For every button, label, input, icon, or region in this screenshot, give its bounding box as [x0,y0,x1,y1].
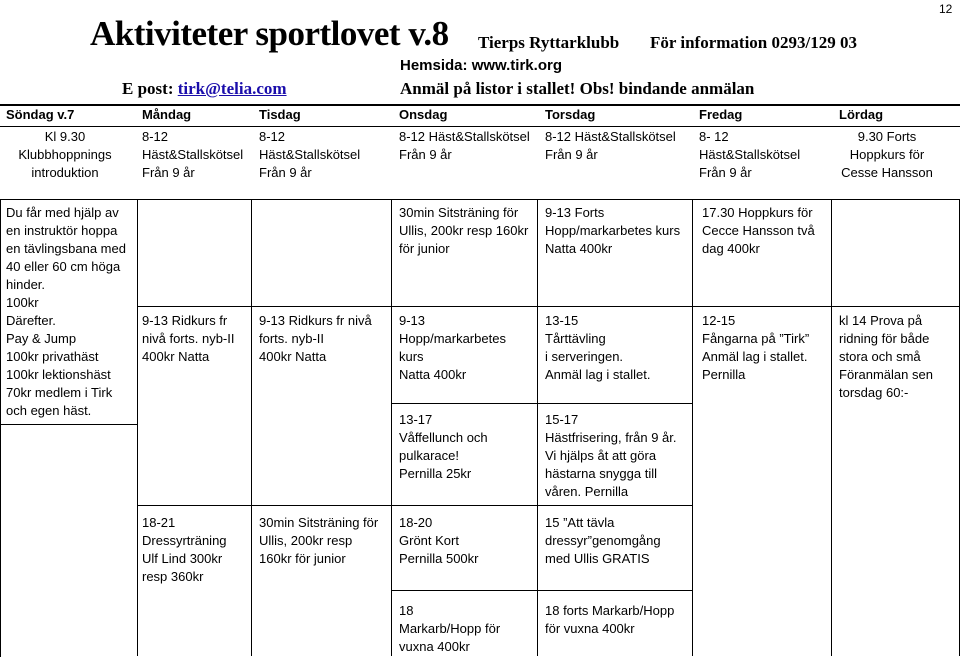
cell-tuesday-sitstraning: 30min Sitsträning för Ullis, 200kr resp 160kr för junior [259,515,379,566]
grid-line [0,424,137,425]
email-prefix: E post: [122,79,178,98]
cell-monday-ridkurs: 9-13 Ridkurs fr nivå forts. nyb-II 400kr Natta [142,313,235,364]
cell-wednesday-markarb: 18 Markarb/Hopp för vuxna 400kr [399,603,501,654]
grid-line [391,403,537,404]
cell-wednesday-sitstraning: 30min Sitsträning för Ullis, 200kr resp 160kr för junior [399,205,529,256]
cell-saturday-prova-pa: kl 14 Prova på ridning för både stora och små Föranmälan sen torsdag 60:- [839,313,933,400]
grid-line [391,306,537,307]
email-line [122,79,287,99]
grid-line [537,199,538,656]
cell-friday-fangarna: 12-15 Fångarna på ”Tirk” Anmäl lag i stallet. Pernilla [702,313,810,382]
morning-thursday: 8-12 Häst&Stallskötsel Från 9 år [545,129,676,162]
grid-line [137,505,537,506]
cell-friday-hoppkurs: 17.30 Hoppkurs för Cecce Hansson två dag 400kr [702,205,815,256]
day-tuesday: Tisdag [259,107,301,122]
day-wednesday: Onsdag [399,107,448,122]
morning-monday: 8-12 Häst&Stallskötsel Från 9 år [142,129,244,180]
grid-line [137,199,138,656]
grid-line [391,590,692,591]
grid-line [537,403,692,404]
cell-wednesday-vaffellunch: 13-17 Våffellunch och pulkarace! Pernilla 25kr [399,412,488,481]
morning-saturday: 9.30 Forts Hoppkurs för Cesse Hansson [841,129,933,180]
day-sunday: Söndag v.7 [6,107,75,122]
grid-line [831,199,832,656]
cell-thursday-tarttavling: 13-15 Tårttävling i serveringen. Anmäl lag i stallet. [545,313,651,382]
signup-note: Anmäl på listor i stallet! Obs! bindande anmälan [400,79,755,98]
morning-tuesday: 8-12 Häst&Stallskötsel Från 9 år [259,129,361,180]
cell-wednesday-hoppkurs: 9-13 Hopp/markarbetes kurs Natta 400kr [399,313,506,382]
grid-line [251,199,252,656]
cell-sunday: Du får med hjälp av en instruktör hoppa en tävlingsbana med 40 eller 60 cm höga hinder. 100kr Därefter. Pay & Jump 100kr privathäst 100kr lektionshäst 70kr medlem i Tirk och egen häst. [6,205,126,418]
cell-monday-dressyr: 18-21 Dressyrträning Ulf Lind 300kr resp 360kr [142,515,227,584]
cell-thursday-markarb: 18 forts Markarb/Hopp för vuxna 400kr [545,603,675,636]
grid-line [391,199,392,656]
cell-thursday-hoppkurs: 9-13 Forts Hopp/markarbetes kurs Natta 400kr [545,205,681,256]
contact-info: För information 0293/129 03 [650,33,857,52]
morning-friday: 8- 12 Häst&Stallskötsel Från 9 år [699,129,801,180]
grid-line [137,306,251,307]
email-link[interactable]: tirk@telia.com [177,79,287,98]
grid-line [537,505,692,506]
morning-sunday: Kl 9.30 Klubbhoppnings introduktion [18,129,112,180]
day-monday: Måndag [142,107,192,122]
grid-line [251,306,391,307]
cell-thursday-dressyr: 15 ”Att tävla dressyr”genomgång med Ullis GRATIS [545,515,661,566]
day-thursday: Torsdag [545,107,596,122]
cell-tuesday-ridkurs: 9-13 Ridkurs fr nivå forts. nyb-II 400kr Natta [259,313,372,364]
club-name: Tierps Ryttarklubb [478,33,620,52]
morning-wednesday: 8-12 Häst&Stallskötsel Från 9 år [399,129,530,162]
cell-thursday-hastfrisering: 15-17 Hästfrisering, från 9 år. Vi hjälps åt att göra hästarna snygga till våren. Pernilla [545,412,677,499]
grid-line [692,199,693,656]
day-saturday: Lördag [839,107,884,122]
grid-line [537,306,960,307]
page-title: Aktiviteter sportlovet v.8 [90,14,449,53]
page-number: 12 [939,2,953,16]
website-line: Hemsida: www.tirk.org [400,57,562,74]
cell-wednesday-gront-kort: 18-20 Grönt Kort Pernilla 500kr [399,515,479,566]
day-friday: Fredag [699,107,743,122]
